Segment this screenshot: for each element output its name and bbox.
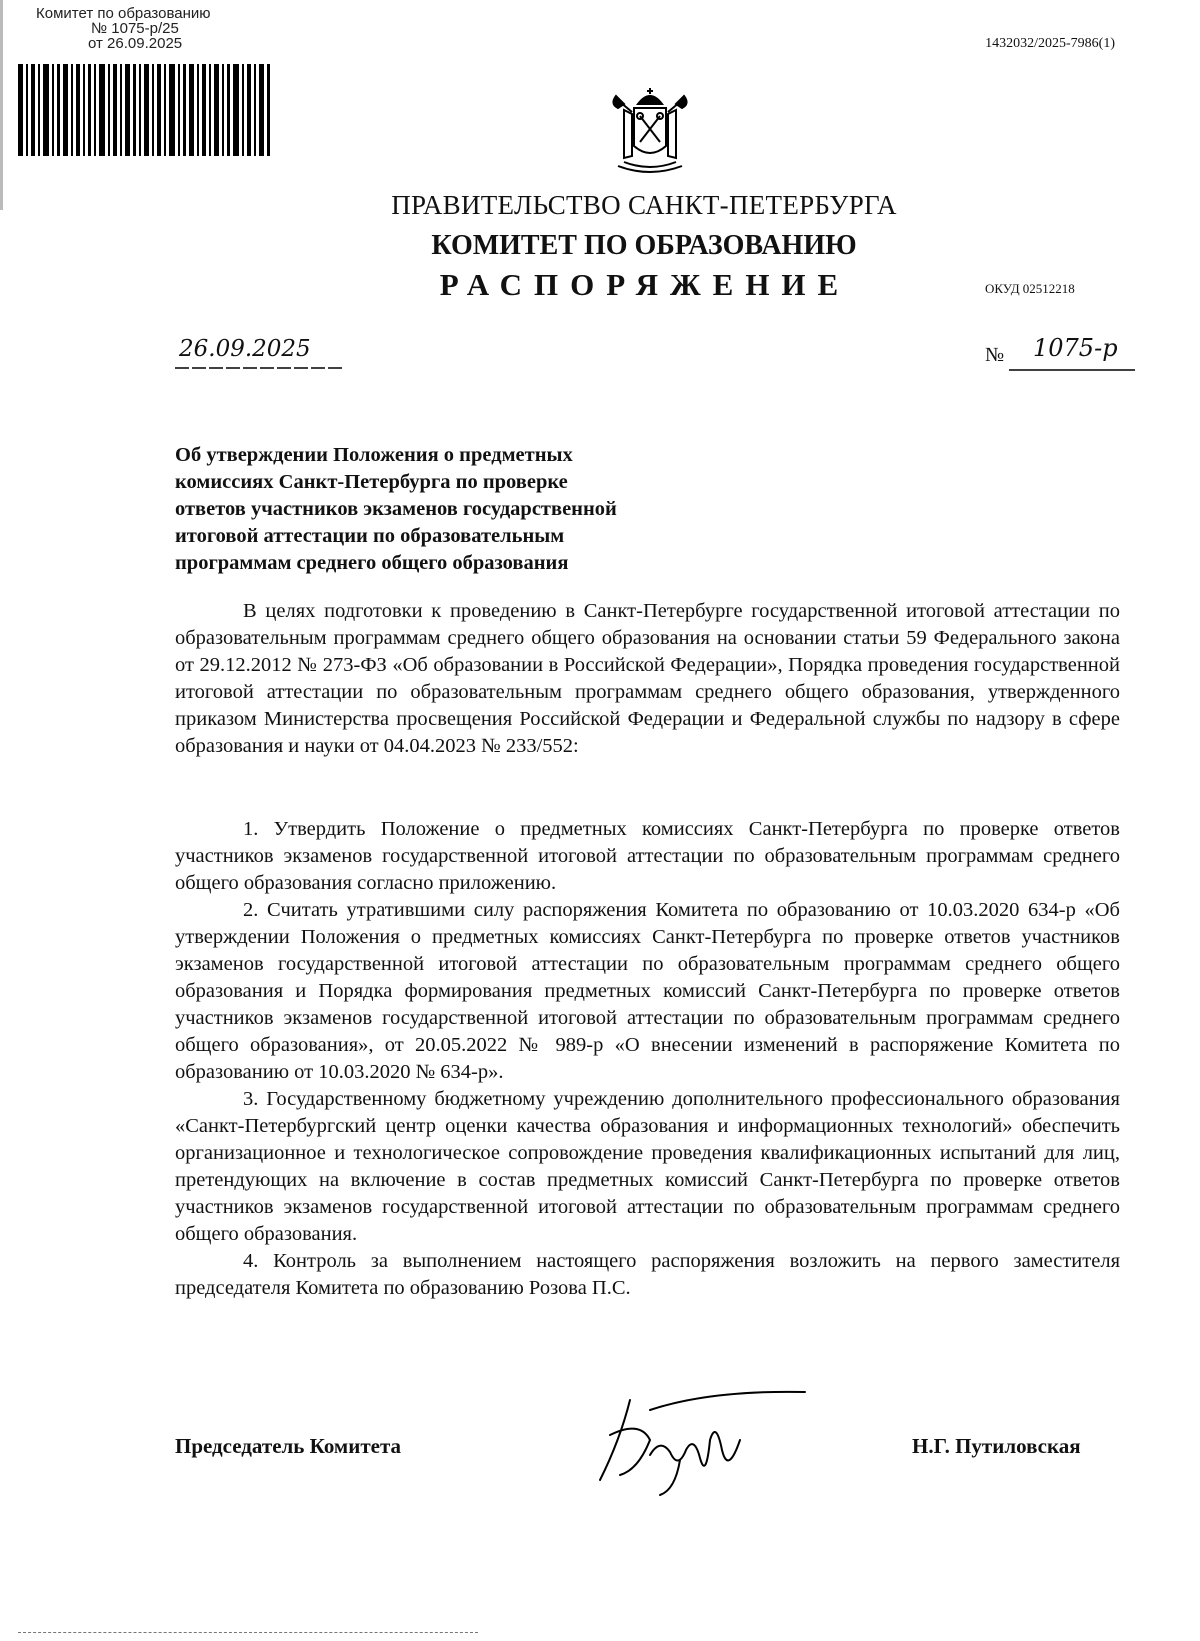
item-3: 3. Государственному бюджетному учреждению дополнительного профессионального образования «Санкт-Петербургский центр оценки качества образования и информационных технологий» обеспечить организационное и технологическое сопровождение проведения квалификационных испытаний для лиц, претендующих на включение в состав предметных комиссий Санкт-Петербурга по проверке ответов участников экзаменов государственной итоговой аттестации по образовательным программам среднего общего образования. — [175, 1088, 1120, 1245]
item-1: 1. Утвердить Положение о предметных комиссиях Санкт-Петербурга по проверке ответов участников экзаменов государственной итоговой аттестации по образовательным программам среднего общего образования согласно приложению. — [175, 818, 1120, 894]
date-underline — [175, 340, 345, 370]
document-title — [175, 442, 735, 577]
number-underline — [985, 336, 1140, 376]
signatory-position: Председатель Комитета — [175, 1434, 402, 1458]
number-handwritten: 1075-р — [1033, 334, 1118, 362]
item-4: 4. Контроль за выполнением настоящего распоряжения возложить на первого заместителя председателя Комитета по образованию Розова П.С. — [175, 1250, 1120, 1299]
signatory-name: Н.Г. Путиловская — [912, 1434, 1081, 1458]
preamble-section — [175, 598, 1120, 760]
date-handwritten: 26.09.2025 — [179, 336, 311, 362]
title-line: программам среднего общего образования — [175, 552, 569, 574]
government-heading: ПРАВИТЕЛЬСТВО САНКТ-ПЕТЕРБУРГА — [391, 190, 897, 220]
stamp-line-1: Комитет по образованию — [36, 5, 211, 22]
committee-heading: КОМИТЕТ ПО ОБРАЗОВАНИЮ — [431, 230, 857, 261]
number-label: № — [985, 344, 1005, 366]
preamble-paragraph: В целях подготовки к проведению в Санкт-Петербурге государственной итоговой аттестации по образовательным программам среднего общего образования на основании статьи 59 Федерального закона от 29.12.2012 № 273-ФЗ «Об образовании в Российской Федерации», Порядка проведения государственной итоговой аттестации по образовательным программам среднего общего образования, утвержденного приказом Министерства просвещения Российской Федерации и Федеральной службы по надзору в сфере образования и науки от 04.04.2023 № 233/552: — [175, 600, 1120, 757]
stamp-line-2: № 1075-р/25 — [91, 20, 179, 37]
document-type-heading: РАСПОРЯЖЕНИЕ — [439, 267, 851, 302]
document-number — [985, 336, 1140, 376]
items-section — [175, 816, 1120, 1302]
registration-stamp — [36, 6, 211, 51]
stamp-line-3: от 26.09.2025 — [88, 35, 183, 52]
okud-code: ОКУД 02512218 — [985, 281, 1075, 296]
registration-number: 1432032/2025-7986(1) — [985, 36, 1115, 51]
scan-edge — [0, 0, 3, 210]
handwritten-signature — [590, 1380, 810, 1500]
coat-of-arms-icon — [604, 86, 696, 180]
title-line: итоговой аттестации по образовательным — [175, 525, 565, 547]
title-line: комиссиях Санкт-Петербурга по проверке — [175, 471, 568, 493]
item-2: 2. Считать утратившими силу распоряжения Комитета по образованию от 10.03.2020 634-р «Об утверждении Положения о предметных комиссиях Санкт-Петербурга по проверке ответов участников экзаменов государственной итоговой аттестации по образовательным программам среднего общего образования и Порядка формирования предметных комиссий Санкт-Петербурга по проверке ответов участников экзаменов государственной итоговой аттестации по образовательным программам среднего общего образования», от 20.05.2022 № 989-р «О внесении изменений в распоряжение Комитета по образованию от 10.03.2020 № 634-р». — [175, 899, 1120, 1083]
title-line: ответов участников экзаменов государственной — [175, 498, 617, 520]
bottom-border — [18, 1632, 478, 1633]
title-line: Об утверждении Положения о предметных — [175, 444, 573, 466]
document-date — [175, 336, 345, 370]
barcode — [18, 64, 273, 156]
